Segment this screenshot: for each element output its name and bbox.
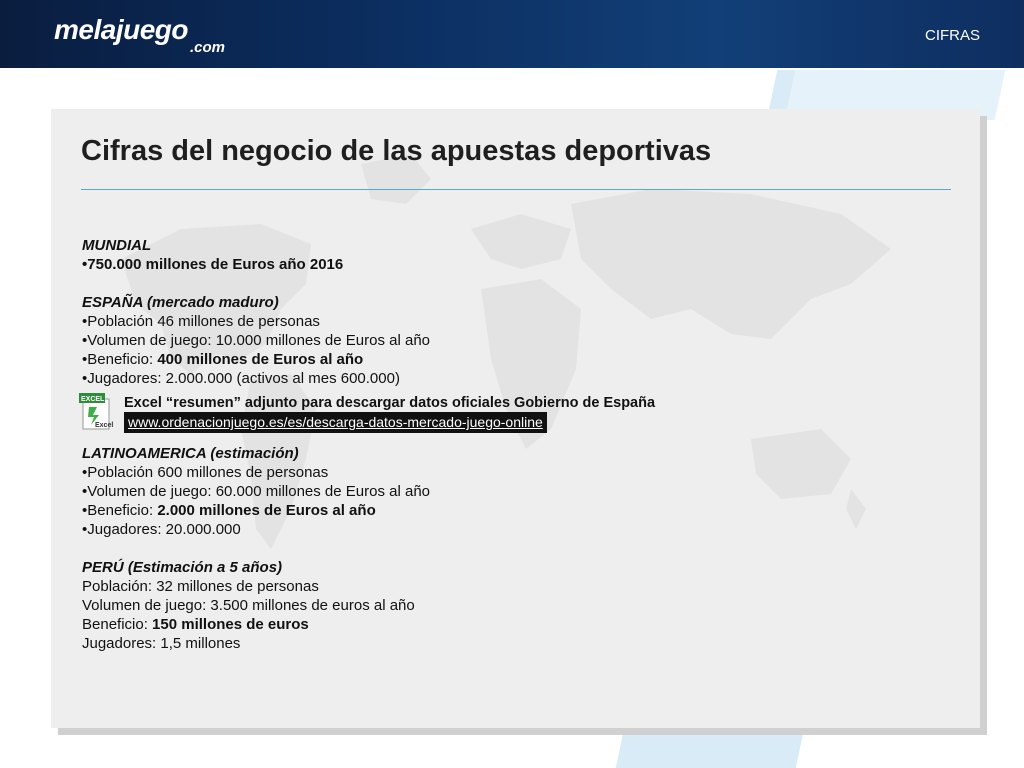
mundial-item: •750.000 millones de Euros año 2016 (82, 256, 344, 273)
latam-beneficio-label: Beneficio: (87, 502, 158, 519)
excel-file-icon[interactable] (79, 393, 117, 431)
peru-poblacion: Población: 32 millones de personas (82, 578, 319, 595)
mundial-item-text: 750.000 millones de Euros año 2016 (87, 256, 344, 273)
latam-volumen: •Volumen de juego: 60.000 millones de Euros al año (82, 483, 431, 500)
latam-heading: LATINOAMERICA (estimación) (82, 445, 299, 462)
figures-content (81, 236, 656, 653)
espana-beneficio-label: Beneficio: (87, 351, 158, 368)
peru-beneficio-label: Beneficio: (82, 616, 153, 633)
latam-beneficio-value: 2.000 millones de Euros al año (157, 502, 376, 519)
latam-jugadores: •Jugadores: 20.000.000 (82, 521, 241, 538)
excel-icon-caption: Excel (95, 422, 114, 429)
espana-heading: ESPAÑA (mercado maduro) (82, 294, 279, 311)
espana-beneficio: •Beneficio: 400 millones de Euros al año (82, 351, 364, 368)
title-divider (81, 189, 951, 190)
peru-heading: PERÚ (Estimación a 5 años) (82, 559, 283, 576)
espana-poblacion-value: 46 millones de personas (153, 313, 320, 330)
peru-beneficio-value: 150 millones de euros (152, 616, 309, 633)
espana-jugadores: •Jugadores: 2.000.000 (activos al mes 600.000) (82, 370, 400, 387)
espana-beneficio-value: 400 millones de Euros al año (157, 351, 364, 368)
logo-suffix: .com (190, 39, 226, 56)
latam-poblacion: •Población 600 millones de personas (82, 464, 329, 481)
espana-volumen: •Volumen de juego: 10.000 millones de Euros al año (82, 332, 431, 349)
peru-beneficio (82, 615, 430, 634)
section-label: CIFRAS (924, 27, 980, 44)
content-card (51, 109, 980, 728)
excel-icon-label: EXCEL (81, 396, 105, 403)
excel-description: Excel “resumen” adjunto para descargar datos oficiales Gobierno de España (124, 395, 656, 411)
latam-poblacion-label: Población (87, 464, 154, 481)
latam-poblacion-value: 600 millones de personas (153, 464, 329, 481)
espana-jugadores-text: Jugadores: 2.000.000 (activos al mes 600.000) (87, 370, 400, 387)
spacer (82, 274, 430, 293)
espana-poblacion-label: Población (87, 313, 154, 330)
excel-download-row (81, 390, 656, 436)
page-title: Cifras del negocio de las apuestas deportivas (81, 135, 712, 167)
logo-wordmark: melajuego (54, 14, 188, 45)
header-bar (0, 0, 1024, 68)
latam-beneficio: •Beneficio: 2.000 millones de Euros al año (82, 502, 376, 519)
espana-poblacion: •Población 46 millones de personas (82, 313, 320, 330)
espana-volumen-text: Volumen de juego: 10.000 millones de Euros al año (87, 332, 431, 349)
melajuego-logo[interactable] (52, 12, 232, 56)
peru-volumen: Volumen de juego: 3.500 millones de euros al año (82, 597, 415, 614)
spacer (82, 539, 430, 558)
latam-volumen-text: Volumen de juego: 60.000 millones de Euros al año (87, 483, 431, 500)
mundial-heading: MUNDIAL (82, 237, 152, 254)
latam-jugadores-text: Jugadores: 20.000.000 (87, 521, 241, 538)
download-data-link[interactable]: www.ordenacionjuego.es/es/descarga-datos-mercado-juego-online (124, 412, 547, 433)
peru-jugadores: Jugadores: 1,5 millones (82, 635, 241, 652)
